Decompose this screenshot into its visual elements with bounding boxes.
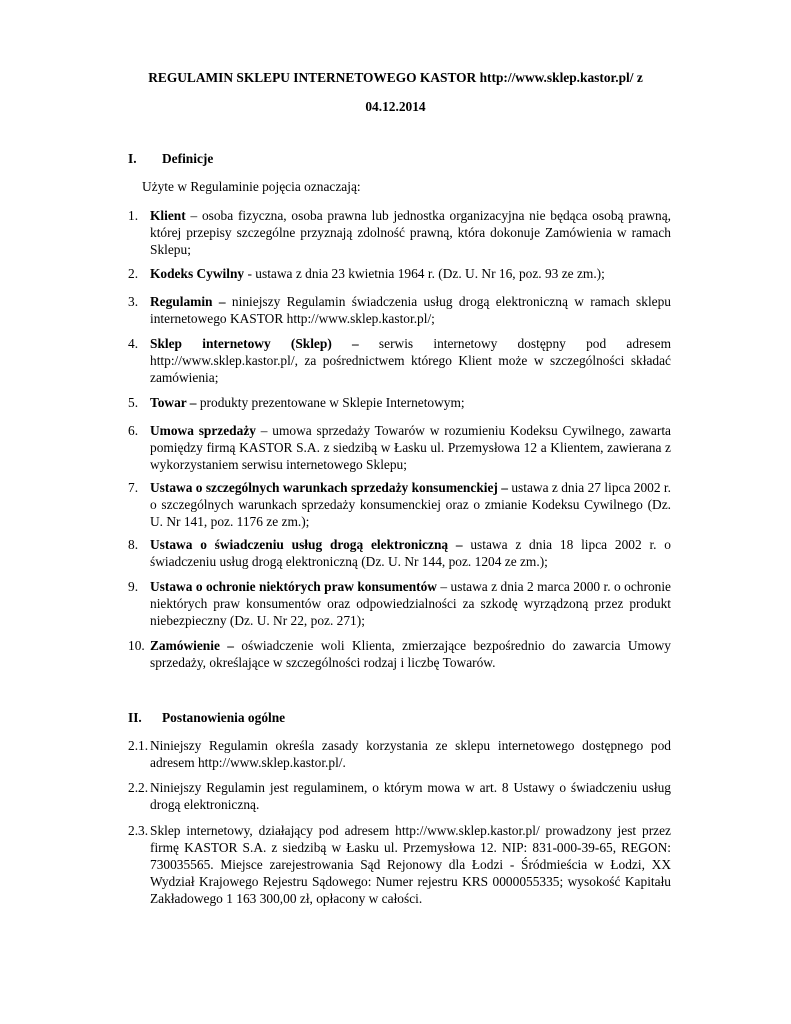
item-term: Zamówienie – <box>150 638 234 653</box>
item-number: 1. <box>128 208 139 223</box>
item-body <box>150 265 671 282</box>
section-heading-general <box>128 709 285 726</box>
provision-item <box>128 737 671 771</box>
item-text: ustawa z dnia 27 lipca 2002 r. o szczególnych warunkach sprzedaży konsumenckiej oraz o zmianie Kodeksu Cywilnego (Dz. U. Nr 141, poz. 1176 ze zm.); <box>150 480 671 529</box>
item-text: Niniejszy Regulamin jest regulaminem, o którym mowa w art. 8 Ustawy o świadczeniu usług drogą elektroniczną. <box>150 780 671 812</box>
item-number: 3. <box>128 294 139 309</box>
item-text: oświadczenie woli Klienta, zmierzające bezpośrednio do zawarcia Umowy sprzedaży, określające w szczególności rodzaj i liczbę Towarów. <box>150 638 671 670</box>
item-number: 10. <box>128 638 145 653</box>
item-term: Sklep internetowy (Sklep) – <box>150 336 359 351</box>
definition-item <box>128 207 671 258</box>
item-term: Ustawa o świadczeniu usług drogą elektroniczną – <box>150 537 463 552</box>
item-term: Umowa sprzedaży <box>150 423 256 438</box>
section-heading-definitions <box>128 150 213 167</box>
item-body <box>150 578 671 629</box>
item-term: Ustawa o ochronie niektórych praw konsumentów <box>150 579 437 594</box>
section-number: II. <box>128 710 142 725</box>
item-number: 5. <box>128 395 139 410</box>
item-number: 9. <box>128 579 139 594</box>
definition-item <box>128 637 671 671</box>
item-text: – ustawa z dnia 2 marca 2000 r. o ochronie niektórych praw konsumentów oraz odpowiedzialności za szkodę wyrządzoną przez produkt niebezpieczny (Dz. U. Nr 22, poz. 271); <box>150 579 671 628</box>
item-term: Ustawa o szczególnych warunkach sprzedaży konsumenckiej – <box>150 480 508 495</box>
item-body <box>150 479 671 530</box>
section-number: I. <box>128 151 137 166</box>
definition-item <box>128 422 671 473</box>
item-number: 2. <box>128 266 139 281</box>
item-term: Klient <box>150 208 186 223</box>
definition-item <box>128 536 671 570</box>
definition-item <box>128 293 671 327</box>
item-text: ustawa z dnia 18 lipca 2002 r. o świadczeniu usług drogą elektroniczną (Dz. U. Nr 144, poz. 1204 ze zm.); <box>150 537 671 569</box>
definitions-intro: Użyte w Regulaminie pojęcia oznaczają: <box>142 179 361 194</box>
item-text: Sklep internetowy, działający pod adresem http://www.sklep.kastor.pl/ prowadzony jest przez firmę KASTOR S.A. z siedzibą w Łasku ul. Przemysłowa 12. NIP: 831-000-39-65, REGON: 730035565. Miejsce zarejestrowania Sąd Rejonowy dla Łodzi - Śródmieścia w Łodzi, XX Wydział Krajowego Rejestru Sądowego: Numer rejestru KRS 0000055335; wysokość Kapitału Zakładowego 1 163 300,00 zł, opłacony w całości. <box>150 823 671 906</box>
item-number: 2.2. <box>128 780 149 795</box>
item-term: Regulamin – <box>150 294 226 309</box>
item-text: Niniejszy Regulamin określa zasady korzystania ze sklepu internetowego dostępnego pod adresem http://www.sklep.kastor.pl/. <box>150 738 671 770</box>
definition-item <box>128 578 671 629</box>
item-number: 8. <box>128 537 139 552</box>
item-body <box>150 293 671 327</box>
definition-item <box>128 335 671 386</box>
item-body <box>150 422 671 473</box>
definition-item <box>128 479 671 530</box>
item-text: - ustawa z dnia 23 kwietnia 1964 r. (Dz. U. Nr 16, poz. 93 ze zm.); <box>244 266 605 281</box>
document-title: REGULAMIN SKLEPU INTERNETOWEGO KASTOR http://www.sklep.kastor.pl/ z <box>148 70 643 85</box>
item-term: Kodeks Cywilny <box>150 266 245 281</box>
definition-item <box>128 265 671 282</box>
item-text: – umowa sprzedaży Towarów w rozumieniu Kodeksu Cywilnego, zawarta pomiędzy firmą KASTOR S.A. z siedzibą w Łasku ul. Przemysłowa 12 a Klientem, zawierana z wykorzystaniem serwisu internetowego Sklepu; <box>150 423 671 472</box>
item-body <box>150 207 671 258</box>
item-term: Towar – <box>150 395 197 410</box>
item-body <box>150 394 671 411</box>
item-body <box>150 637 671 671</box>
item-body <box>150 335 671 386</box>
item-text: produkty prezentowane w Sklepie Internetowym; <box>196 395 465 410</box>
provision-item <box>128 779 671 813</box>
item-number: 2.1. <box>128 738 149 753</box>
item-text: serwis internetowy dostępny pod adresem http://www.sklep.kastor.pl/, za pośrednictwem którego Klient może w szczególności składać zamówienia; <box>150 336 672 385</box>
item-text: niniejszy Regulamin świadczenia usług drogą elektroniczną w ramach sklepu internetowego KASTOR http://www.sklep.kastor.pl/; <box>150 294 671 326</box>
item-number: 2.3. <box>128 823 149 838</box>
item-text: – osoba fizyczna, osoba prawna lub jednostka organizacyjna nie będąca osobą prawną, której przepisy szczególne przyznają zdolność prawną, która dokonuje Zamówienia w ramach Sklepu; <box>150 208 671 257</box>
provision-item <box>128 822 671 907</box>
item-number: 6. <box>128 423 139 438</box>
item-body <box>150 536 671 570</box>
definition-item <box>128 394 671 411</box>
document-date: 04.12.2014 <box>365 99 426 114</box>
item-number: 7. <box>128 480 139 495</box>
section-title: Definicje <box>162 151 214 166</box>
section-title: Postanowienia ogólne <box>162 710 286 725</box>
item-number: 4. <box>128 336 139 351</box>
